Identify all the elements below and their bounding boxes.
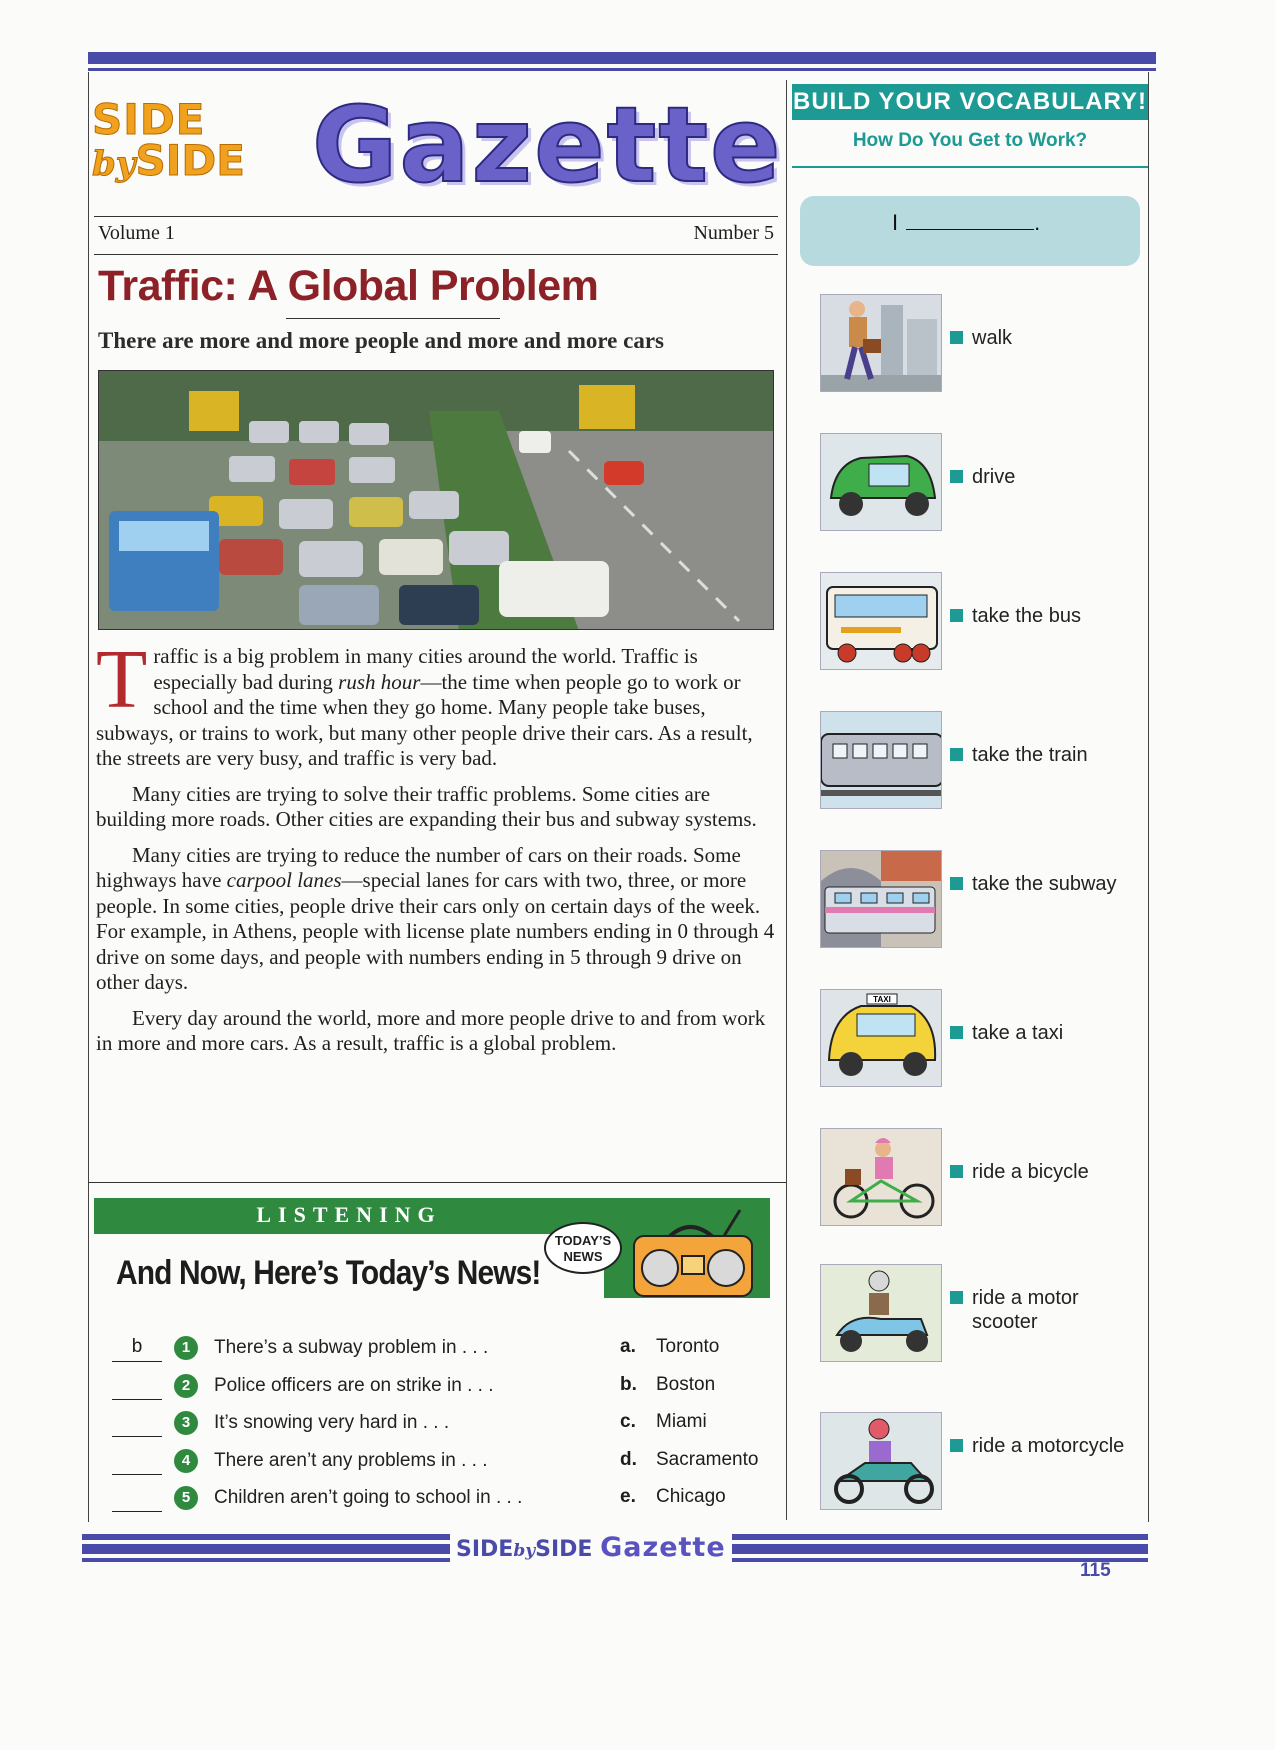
question-row (112, 1374, 572, 1412)
bicycle-icon (820, 1128, 942, 1226)
city-option: e. Chicago (620, 1486, 726, 1507)
vocab-label: walk (972, 326, 1142, 350)
todays-news-bubble: TODAY’S NEWS (544, 1222, 622, 1274)
article-divider (88, 1182, 786, 1183)
question-text: There’s a subway problem in . . . (214, 1337, 489, 1358)
listening-title: LISTENING (256, 1202, 442, 1227)
question-row (112, 1411, 572, 1449)
page-number: 115 (1080, 1560, 1111, 1581)
term-carpool-lanes: carpool lanes (226, 868, 342, 892)
vocab-label: take the subway (972, 872, 1142, 896)
vocab-item-bicycle (820, 1128, 1140, 1228)
vocab-item-taxi (820, 989, 1140, 1089)
taxi-icon (820, 989, 942, 1087)
question-number: 2 (174, 1374, 198, 1398)
vocab-label: drive (972, 465, 1142, 489)
city-options (620, 1336, 780, 1524)
vocab-item-bus (820, 572, 1140, 672)
top-rule (88, 52, 1156, 64)
vocab-label: ride a motor scooter (972, 1286, 1142, 1334)
answer-blank[interactable] (112, 1449, 162, 1475)
vocab-label: take the bus (972, 604, 1142, 628)
logo-side-2: SIDE (135, 136, 245, 185)
city-option: b. Boston (620, 1373, 716, 1395)
issue-number: Number 5 (693, 222, 774, 244)
radio-icon (628, 1206, 758, 1302)
gazette-title: Gazette (312, 84, 783, 206)
top-rule-thin (88, 68, 1156, 71)
question-text: There aren’t any problems in . . . (214, 1449, 488, 1471)
train-icon (820, 711, 942, 809)
question-number: 3 (174, 1411, 198, 1435)
motorcycle-icon (820, 1412, 942, 1510)
vocab-label: take a taxi (972, 1021, 1142, 1045)
side-by-side-logo (92, 95, 302, 185)
vocab-label: ride a motorcycle (972, 1434, 1142, 1458)
article-body (96, 633, 776, 1067)
question-row (112, 1486, 572, 1524)
car-icon (820, 433, 942, 531)
bus-icon (820, 572, 942, 670)
question-number: 1 (174, 1336, 198, 1360)
listening-questions (112, 1336, 572, 1524)
vocab-item-motorcycle (820, 1412, 1140, 1512)
question-number: 5 (174, 1486, 198, 1510)
prompt-blank[interactable] (906, 229, 1034, 230)
question-number: 4 (174, 1449, 198, 1473)
taxi-sign: TAXI (873, 995, 891, 1004)
headline-underline (286, 318, 500, 319)
vocab-item-walk (820, 294, 1140, 394)
article-subhead: There are more and more people and more and more cars (98, 328, 664, 353)
column-divider (786, 80, 787, 1520)
logo-by: by (92, 144, 136, 184)
vocab-item-motor-scooter (820, 1264, 1140, 1364)
question-row (112, 1449, 572, 1487)
traffic-jam-illustration (99, 371, 774, 630)
question-text: Children aren’t going to school in . . . (214, 1487, 523, 1508)
vocab-item-subway (820, 850, 1140, 950)
subway-icon (820, 850, 942, 948)
city-option: c. Miami (620, 1411, 707, 1432)
article-paragraph: Many cities are trying to reduce the number of cars on their roads. Some highways have carpool lanes—special lanes for cars with two, three, or more people. In some cities, people drive their cars only on certain days of the week. For example, in Athens, people with license plate numbers ending in 0 through 4 drive on some days, and people with numbers ending in 5 through 9 drive on other days. (96, 842, 775, 994)
footer-logo: SIDEbySIDE Gazette (450, 1530, 732, 1566)
frame-right-rule (1148, 72, 1149, 1522)
vocab-item-train (820, 711, 1140, 811)
vocab-prompt: I . (892, 210, 1041, 235)
answer-blank[interactable] (112, 1486, 162, 1512)
article-paragraph: Many cities are trying to solve their traffic problems. Some cities are building more roads. Other cities are expanding their bus and subway systems. (96, 781, 757, 831)
vocab-item-drive (820, 433, 1140, 533)
question-text: Police officers are on strike in . . . (214, 1374, 494, 1396)
frame-left-rule (88, 72, 89, 1522)
article-headline: Traffic: A Global Problem (98, 262, 599, 310)
question-row (112, 1336, 572, 1374)
question-text: It’s snowing very hard in . . . (214, 1412, 450, 1433)
listening-heading: And Now, Here’s Today’s News! (116, 1254, 541, 1292)
vocab-subtitle: How Do You Get to Work? (852, 130, 1088, 151)
scooter-icon (820, 1264, 942, 1362)
logo-side-1: SIDE (92, 95, 206, 144)
vocab-label: ride a bicycle (972, 1160, 1142, 1184)
city-option: a. Toronto (620, 1336, 720, 1357)
answer-blank[interactable] (112, 1374, 162, 1400)
masthead-rule (94, 254, 778, 255)
article-paragraph: Every day around the world, more and more people drive to and from work in more and more cars. As a result, traffic is a global problem. (96, 1005, 766, 1055)
vocab-rule (792, 166, 1148, 168)
vocab-label: take the train (972, 743, 1142, 767)
volume-label: Volume 1 (98, 222, 175, 244)
vocab-title: BUILD YOUR VOCABULARY! (792, 88, 1147, 115)
city-option: d. Sacramento (620, 1448, 759, 1470)
answer-blank[interactable] (112, 1411, 162, 1437)
masthead-rule (94, 216, 778, 217)
drop-cap: T (96, 633, 148, 726)
answer-blank[interactable]: b (112, 1336, 162, 1362)
term-rush-hour: rush hour (338, 669, 421, 694)
article-paragraph: Traffic is a big problem in many cities around the world. Traffic is especially bad during rush hour—the time when people go to work or school and the time when they go home. Many people take buses, subways, or trains to work, but many other people drive their cars. As a result, the streets are very busy, and traffic is very bad. (96, 633, 753, 770)
walk-icon (820, 294, 942, 392)
traffic-photo (98, 370, 774, 630)
